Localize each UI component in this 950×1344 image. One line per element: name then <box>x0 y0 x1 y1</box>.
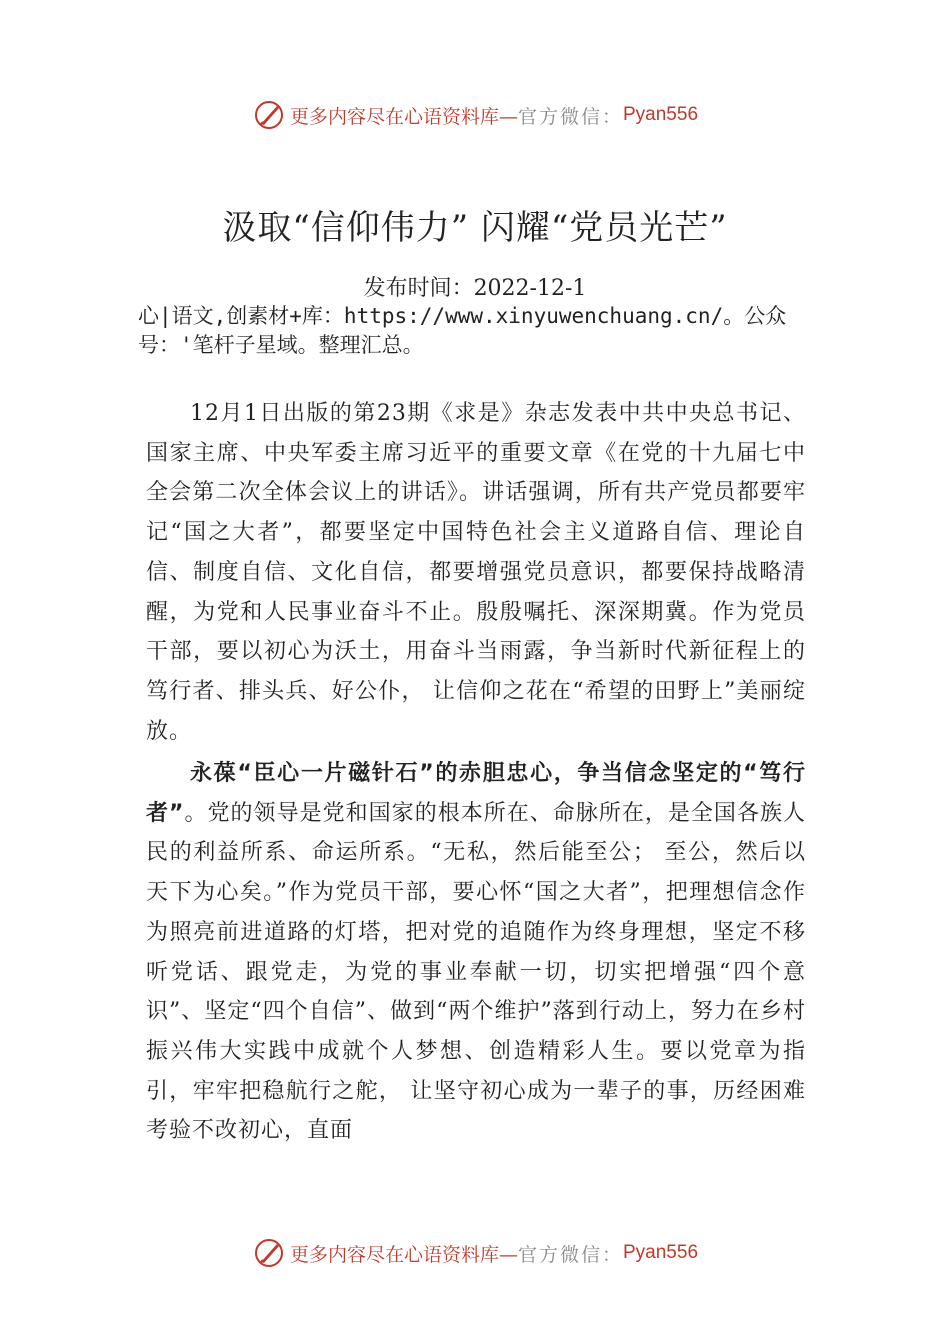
paragraph-2-body: 。党的领导是党和国家的根本所在、命脉所在，是全国各族人民的利益所系、命运所系。“无私，然后能至公； 至公，然后以天下为心矣。”作为党员干部，要心怀“国之大者”，把理想信念作为照亮前进道路的灯塔，把对党的追随作为终身理想，坚定不移听党话、跟党走，为党的事业奉献一切，切实把增强“四个意识”、坚定“四个自信”、做到“两个维护”落到行动上，努力在乡村振兴伟大实践中成就个人梦想、创造精彩人生。要以党章为指引，牢牢把稳航行之舵， 让坚守初心成为一辈子的事，历经困难考验不改初心，直面 <box>146 800 806 1144</box>
quill-logo-icon <box>252 1236 286 1270</box>
paragraph-1: 12月1日出版的第23期《求是》杂志发表中共中央总书记、国家主席、中央军委主席习近平的重要文章《在党的十九届七中全会第二次全体会议上的讲话》。讲话强调，所有共产党员都要牢记“国之大者”，都要坚定中国特色社会主义道路自信、理论自信、制度自信、文化自信，都要增强党员意识，都要保持战略清醒，为党和人民事业奋斗不止。殷殷嘱托、深深期冀。作为党员干部，要以初心为沃土，用奋斗当雨露，争当新时代新征程上的笃行者、排头兵、好公仆， 让信仰之花在“希望的田野上”美丽绽放。 <box>146 401 806 744</box>
banner-text: 更多内容尽在心语资料库— <box>289 105 518 128</box>
banner-text: 更多内容尽在心语资料库— <box>289 1243 518 1266</box>
footer-watermark-banner <box>0 1233 950 1273</box>
article-title: 汲取“信仰伟力” 闪耀“党员光芒” <box>222 208 728 248</box>
banner-wechat-id: Pyan556 <box>623 1242 699 1263</box>
banner-wechat-id: Pyan556 <box>623 104 699 125</box>
source-note: 心|语文,创素材+库：https://www.xinyuwenchuang.cn/。公众号：'笔杆子星域。整理汇总。 <box>138 304 787 357</box>
paragraph-2-lead: 永葆“臣心一片磁针石”的赤胆忠心，争当信念坚定的“笃行者” <box>146 761 806 826</box>
publish-date: 发布时间：2022-12-1 <box>363 276 587 301</box>
quill-logo-icon <box>252 98 286 132</box>
banner-label: 官方微信： <box>517 1243 623 1266</box>
banner-label: 官方微信： <box>517 105 623 128</box>
paragraph-2 <box>146 754 806 1151</box>
header-watermark-banner <box>0 95 950 135</box>
